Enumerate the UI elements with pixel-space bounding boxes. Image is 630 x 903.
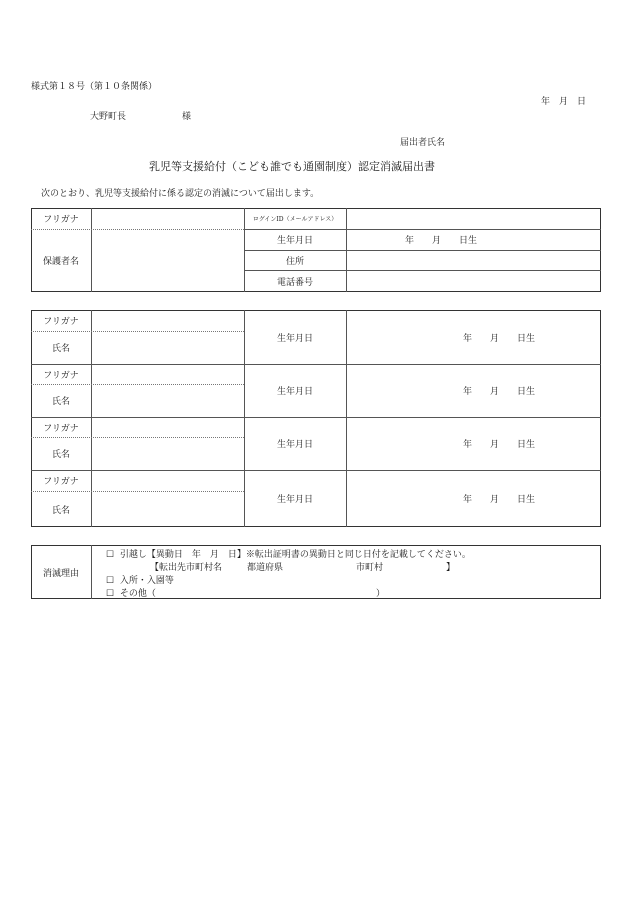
child4-name-label: 氏名 [51,505,70,516]
guardian-login-label: ログインID（メールアドレス） [252,216,338,223]
guardian-furigana-field[interactable] [91,208,244,229]
guardian-dob-value[interactable]: 年 月 日生 [404,236,477,246]
checkbox-other[interactable]: ☐ [106,589,115,599]
option-other-close: ） [376,589,386,599]
child3-furigana-field[interactable] [91,417,244,437]
child1-dob-value[interactable]: 年 月 日生 [462,333,535,344]
applicant-name-label: 届出者氏名 [400,138,446,148]
child2-furigana-field[interactable] [91,364,244,384]
prefecture-label: 都道府県 [247,563,284,573]
guardian-dob-label: 生年月日 [276,236,313,246]
child1-name-label: 氏名 [51,344,70,354]
guardian-address-field[interactable] [346,250,601,270]
child2-name-field[interactable] [91,384,244,417]
honorific: 様 [182,112,192,122]
child2-dob-label: 生年月日 [276,387,313,397]
form-number: 様式第１８号（第１０条関係） [31,82,158,92]
child3-name-field[interactable] [91,437,244,470]
guardian-phone-field[interactable] [346,270,601,292]
reason-label: 消滅理由 [42,568,79,579]
guardian-furigana-label: フリガナ [43,215,79,225]
child4-furigana-field[interactable] [91,470,244,491]
child1-name-field[interactable] [91,331,244,364]
child2-furigana-label: フリガナ [43,370,79,381]
document-title: 乳児等支援給付（こども誰でも通園制度）認定消滅届出書 [149,160,435,173]
destination-close-bracket: 】 [446,563,456,573]
child3-dob-value[interactable]: 年 月 日生 [462,440,535,450]
guardian-address-label: 住所 [285,256,304,267]
child1-dob-label: 生年月日 [276,333,313,344]
reason-move-destination [150,560,222,573]
guardian-name-label: 保護者名 [42,257,79,267]
guardian-name-field[interactable] [91,229,244,292]
guardian-login-field[interactable] [346,208,601,229]
child3-dob-label: 生年月日 [276,440,313,450]
reason-option-admission[interactable] [106,573,174,586]
destination-label: 【転出先市町村名 [150,563,223,573]
municipality-label: 市町村 [356,563,384,573]
checkbox-move[interactable]: ☐ [106,550,115,560]
option-admission-text: 入所・入園等 [119,576,174,586]
option-move-text: 引越し【異動日 年 月 日】※転出証明書の異動日と同じ日付を記載してください。 [119,550,471,560]
child1-furigana-field[interactable] [91,310,244,331]
option-other-text: その他（ [119,589,156,599]
child4-dob-label: 生年月日 [276,495,313,505]
child2-name-label: 氏名 [51,397,70,407]
date-field: 年 月 日 [541,97,587,107]
child2-dob-value[interactable]: 年 月 日生 [462,387,535,397]
addressee: 大野町長 [90,112,127,122]
reason-option-other[interactable] [106,586,156,599]
child4-furigana-label: フリガナ [43,477,79,487]
child4-dob-value[interactable]: 年 月 日生 [462,495,535,505]
child1-furigana-label: フリガナ [43,317,79,327]
reason-option-move[interactable] [106,547,471,560]
guardian-phone-label: 電話番号 [276,277,313,288]
intro-text: 次のとおり、乳児等支援給付に係る認定の消滅について届出します。 [41,189,320,199]
child3-furigana-label: フリガナ [43,423,79,434]
checkbox-admission[interactable]: ☐ [106,576,115,586]
child3-name-label: 氏名 [51,450,70,460]
child4-name-field[interactable] [91,491,244,527]
